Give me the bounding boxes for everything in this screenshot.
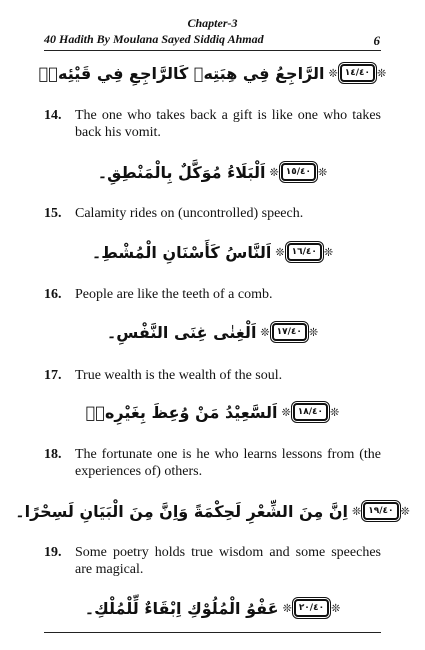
hadith-ref: ١٤/٤٠ <box>340 64 375 82</box>
hadith-text: The fortunate one is he who learns lessons from (the experiences of) others. <box>75 447 381 479</box>
hadith-ref-badge <box>352 502 410 520</box>
arabic-text: اَلنَّاسُ كَأَسْنَانِ الْمُشْطِ۔ <box>91 242 272 262</box>
hadith-number: 17. <box>44 368 62 383</box>
hadith-ref-badge <box>275 243 333 261</box>
ornament-icon: ❊ <box>331 601 341 615</box>
arabic-text: الرَّاجِعُ فِي هِبَتِهٖ كَالرَّاجِعِ فِي قَيْئِهٖ۔ <box>38 63 325 83</box>
hadith-text: Some poetry holds true wisdom and some speeches are magical. <box>75 545 381 577</box>
ornament-icon: ❊ <box>352 504 362 518</box>
hadith-translation-15 <box>44 205 381 222</box>
hadith-text: True wealth is the wealth of the soul. <box>75 368 283 383</box>
chapter-heading: Chapter-3 <box>187 16 238 30</box>
arabic-text: اَلْبَلَاءُ مُوَكَّلٌ بِالْمَنْطِقِ۔ <box>97 162 266 182</box>
hadith-number: 16. <box>44 287 62 302</box>
ornament-icon: ❊ <box>260 325 270 339</box>
arabic-hadith-17 <box>44 317 381 347</box>
arabic-text: اِنَّ مِنَ الشِّعْرِ لَحِكْمَةً وَاِنَّ مِنَ الْبَيَانِ لَسِحْرًا۔ <box>15 501 349 521</box>
hadith-ref: ١٨/٤٠ <box>293 403 328 421</box>
ornament-icon: ❊ <box>376 66 387 80</box>
arabic-text: اَلسَّعِيْدُ مَنْ وُعِظَ بِغَيْرِهٖ۔ <box>85 402 278 422</box>
arabic-text: عَفْوُ الْمُلُوْكِ اِبْقَاءٌ لِّلْمُلْكِ۔ <box>84 598 279 618</box>
ornament-icon: ❊ <box>269 165 279 179</box>
hadith-number: 19. <box>44 545 62 560</box>
hadith-ref: ١٦/٤٠ <box>287 243 322 261</box>
arabic-hadith-16 <box>44 237 381 267</box>
book-title: 40 Hadith By Moulana Sayed Siddiq Ahmad <box>44 32 264 46</box>
ornament-icon: ❊ <box>400 504 410 518</box>
ornament-icon: ❊ <box>275 245 285 259</box>
arabic-text: اَلْغِنٰى غِنَى النَّفْسِ۔ <box>106 322 257 342</box>
ornament-icon: ❊ <box>282 601 292 615</box>
hadith-number: 18. <box>44 447 62 462</box>
hadith-number: 14. <box>44 108 62 123</box>
hadith-text: The one who takes back a gift is like one who takes back his vomit. <box>75 108 381 140</box>
ornament-icon: ❊ <box>308 325 319 339</box>
arabic-hadith-20 <box>44 593 381 623</box>
hadith-ref-badge <box>282 403 340 421</box>
hadith-number: 15. <box>44 206 62 221</box>
hadith-ref: ١٥/٤٠ <box>281 163 316 181</box>
hadith-ref: ٢٠/٤٠ <box>294 599 329 617</box>
hadith-ref-badge <box>329 64 387 82</box>
arabic-hadith-15 <box>44 157 381 187</box>
footer-rule <box>44 632 381 633</box>
hadith-ref-badge <box>260 323 318 341</box>
hadith-text: People are like the teeth of a comb. <box>75 287 273 302</box>
page-number: 6 <box>373 33 380 48</box>
header-rule <box>44 50 381 51</box>
hadith-translation-14 <box>44 107 381 141</box>
arabic-hadith-18 <box>44 397 381 427</box>
hadith-translation-19 <box>44 544 381 578</box>
ornament-icon: ❊ <box>323 245 334 259</box>
arabic-hadith-19 <box>15 496 410 526</box>
ornament-icon: ❊ <box>317 165 328 179</box>
hadith-ref: ١٧/٤٠ <box>272 323 307 341</box>
arabic-hadith-14 <box>38 58 387 88</box>
ornament-icon: ❊ <box>330 405 340 419</box>
hadith-ref: ١٩/٤٠ <box>363 502 398 520</box>
hadith-translation-16 <box>44 286 381 303</box>
ornament-icon: ❊ <box>328 66 338 80</box>
hadith-ref-badge <box>283 599 341 617</box>
hadith-ref-badge <box>269 163 327 181</box>
hadith-translation-18 <box>44 446 381 480</box>
ornament-icon: ❊ <box>281 405 291 419</box>
hadith-translation-17 <box>44 367 381 384</box>
hadith-text: Calamity rides on (uncontrolled) speech. <box>75 206 304 221</box>
